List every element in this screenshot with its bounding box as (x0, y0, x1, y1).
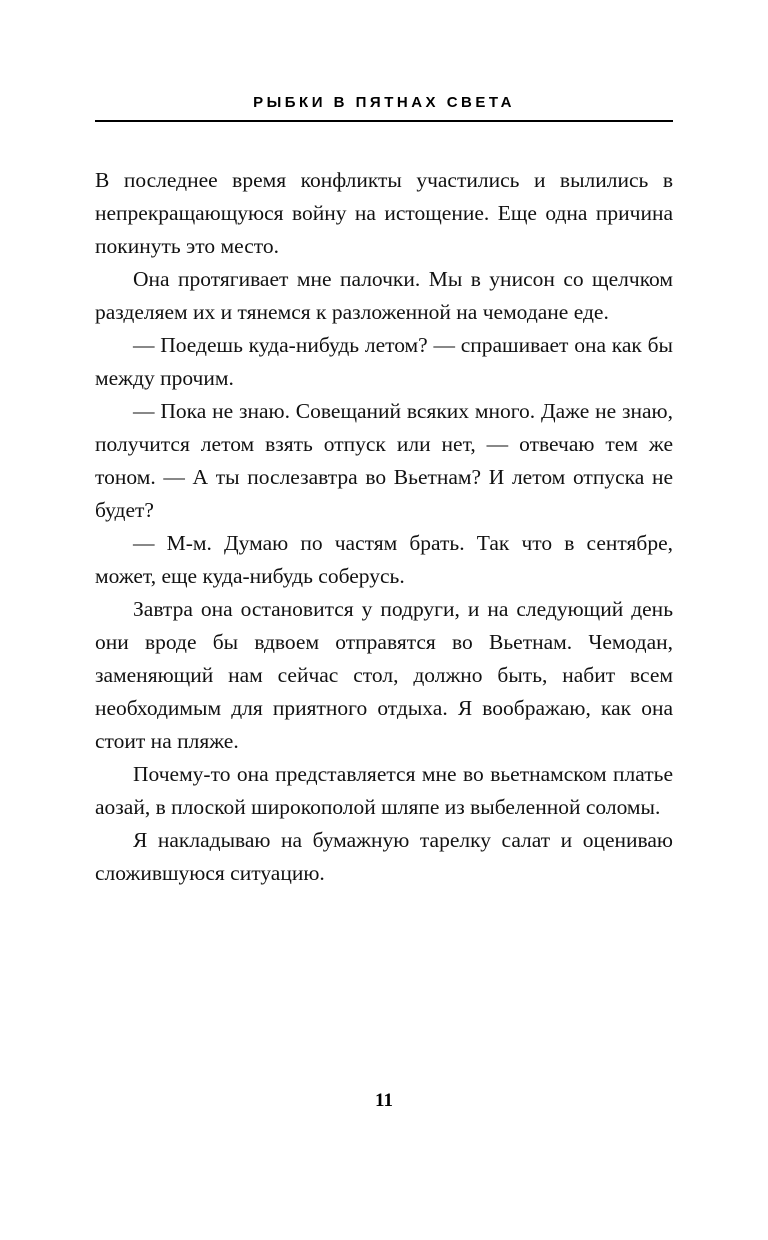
page-number: 11 (375, 1090, 393, 1111)
paragraph: Она протягивает мне палочки. Мы в унисон со щелчком разделяем их и тянемся к разложенной на чемодане еде. (95, 267, 673, 324)
paragraph: Завтра она остановится у подруги, и на следующий день они вроде бы вдвоем отправятся во Вьетнам. Чемодан, заменяющий нам сейчас стол, должно быть, набит всем необходимым для приятного отдыха. Я воображаю, как она стоит на пляже. (95, 597, 673, 753)
paragraph: Почему-то она представляется мне во вьетнамском платье аозай, в плоской широкополой шляпе из выбеленной соломы. (95, 762, 673, 819)
running-header (95, 94, 673, 122)
page-footer (0, 1090, 768, 1112)
paragraph: — Поедешь куда-нибудь летом? — спрашивает она как бы между прочим. (95, 333, 673, 390)
paragraph: — Пока не знаю. Совещаний всяких много. Даже не знаю, получится летом взять отпуск или нет, — отвечаю тем же тоном. — А ты послезавтра во Вьетнам? И летом отпуска не будет? (95, 399, 673, 522)
page-body (95, 164, 673, 890)
paragraph: В последнее время конфликты участились и вылились в непрекращающуюся войну на истощение. Еще одна причина покинуть это место. (95, 168, 673, 258)
chapter-title: РЫБКИ В ПЯТНАХ СВЕТА (253, 94, 515, 111)
paragraph: Я накладываю на бумажную тарелку салат и оцениваю сложившуюся ситуацию. (95, 828, 673, 885)
paragraph: — М-м. Думаю по частям брать. Так что в сентябре, может, еще куда-нибудь соберусь. (95, 531, 673, 588)
header-rule (95, 120, 673, 122)
